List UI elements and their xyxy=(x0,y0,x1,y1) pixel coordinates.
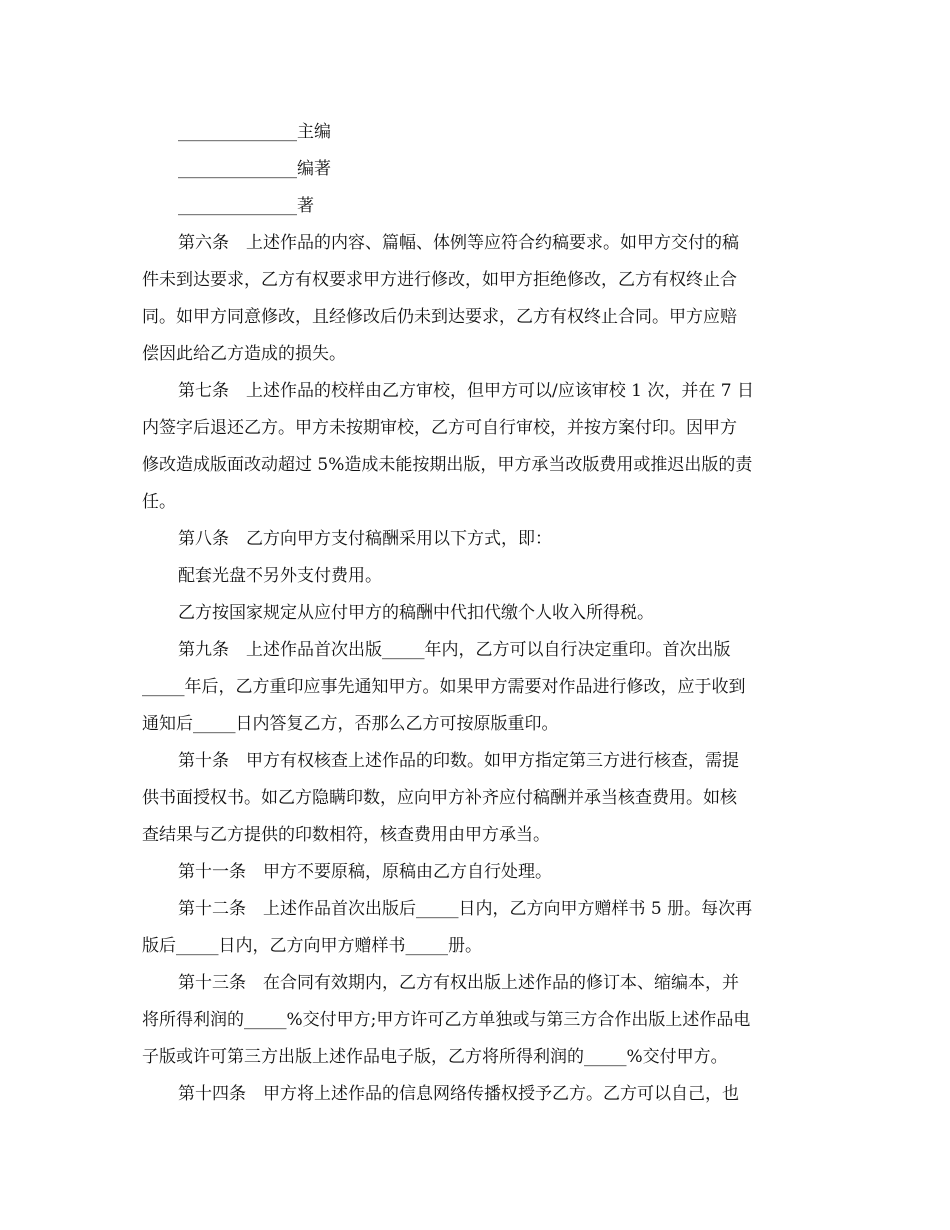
paragraph-line: 通知后_____日内答复乙方，否那么乙方可按原版重印。 xyxy=(142,714,559,734)
signature-blank: ______________ xyxy=(178,122,297,142)
article-12-paragraph xyxy=(142,891,806,965)
paragraph-line: 子版或许可第三方出版上述作品电子版，乙方将所得利润的_____%交付甲方。 xyxy=(142,1047,728,1067)
paragraph-line: 第十三条 在合同有效期内，乙方有权出版上述作品的修订本、缩编本，并 xyxy=(178,973,739,993)
paragraph-line: 内签字后退还乙方。甲方未按期审校，乙方可自行审校，并按方案付印。因甲方 xyxy=(142,418,737,438)
paragraph-line: 第八条 乙方向甲方支付稿酬采用以下方式，即： xyxy=(178,529,552,549)
role-label: 编著 xyxy=(297,159,331,179)
article-10-paragraph xyxy=(142,743,806,854)
paragraph-line: 乙方按国家规定从应付甲方的稿酬中代扣代缴个人收入所得税。 xyxy=(178,603,654,623)
article-13-paragraph xyxy=(142,965,806,1076)
article-8-paragraph xyxy=(142,521,806,558)
paragraph-line: 配套光盘不另外支付费用。 xyxy=(178,566,382,586)
article-7-paragraph xyxy=(142,373,806,521)
role-line-author xyxy=(142,188,806,225)
article-6-paragraph xyxy=(142,225,806,373)
paragraph-line: 第十四条 甲方将上述作品的信息网络传播权授予乙方。乙方可以自己，也 xyxy=(178,1084,739,1104)
paragraph-line: 版后_____日内，乙方向甲方赠样书_____册。 xyxy=(142,936,482,956)
paragraph-line: 将所得利润的_____%交付甲方;甲方许可乙方单独或与第三方合作出版上述作品电 xyxy=(142,1010,751,1030)
tax-note-paragraph xyxy=(142,595,806,632)
paragraph-line: 同。如甲方同意修改，且经修改后仍未到达要求，乙方有权终止合同。甲方应赔 xyxy=(142,307,737,327)
article-11-paragraph xyxy=(142,854,806,891)
paragraph-line: 第六条 上述作品的内容、篇幅、体例等应符合约稿要求。如甲方交付的稿 xyxy=(178,233,739,253)
role-label: 著 xyxy=(297,196,314,216)
article-9-paragraph xyxy=(142,632,806,743)
paragraph-line: 第七条 上述作品的校样由乙方审校，但甲方可以/应该审校 1 次，并在 7 日 xyxy=(178,381,754,401)
paragraph-line: _____年后，乙方重印应事先通知甲方。如果甲方需要对作品进行修改，应于收到 xyxy=(142,677,746,697)
disc-note-paragraph xyxy=(142,558,806,595)
paragraph-line: 第十一条 甲方不要原稿，原稿由乙方自行处理。 xyxy=(178,862,552,882)
paragraph-line: 修改造成版面改动超过 5%造成未能按期出版，甲方承当改版费用或推迟出版的责 xyxy=(142,455,753,475)
signature-blank: ______________ xyxy=(178,196,297,216)
article-14-paragraph xyxy=(142,1076,806,1113)
role-line-compiler xyxy=(142,151,806,188)
contract-body xyxy=(142,114,806,1113)
role-line-editor-in-chief xyxy=(142,114,806,151)
paragraph-line: 第十条 甲方有权核查上述作品的印数。如甲方指定第三方进行核查，需提 xyxy=(178,751,739,771)
paragraph-line: 任。 xyxy=(142,492,176,512)
signature-blank: ______________ xyxy=(178,159,297,179)
paragraph-line: 供书面授权书。如乙方隐瞒印数，应向甲方补齐应付稿酬并承当核查费用。如核 xyxy=(142,788,737,808)
role-label: 主编 xyxy=(297,122,331,142)
paragraph-line: 偿因此给乙方造成的损失。 xyxy=(142,344,346,364)
paragraph-line: 件未到达要求，乙方有权要求甲方进行修改，如甲方拒绝修改，乙方有权终止合 xyxy=(142,270,737,290)
paragraph-line: 第九条 上述作品首次出版_____年内，乙方可以自行决定重印。首次出版 xyxy=(178,640,731,660)
paragraph-line: 第十二条 上述作品首次出版后_____日内，乙方向甲方赠样书 5 册。每次再 xyxy=(178,899,753,919)
paragraph-line: 查结果与乙方提供的印数相符，核查费用由甲方承当。 xyxy=(142,825,550,845)
